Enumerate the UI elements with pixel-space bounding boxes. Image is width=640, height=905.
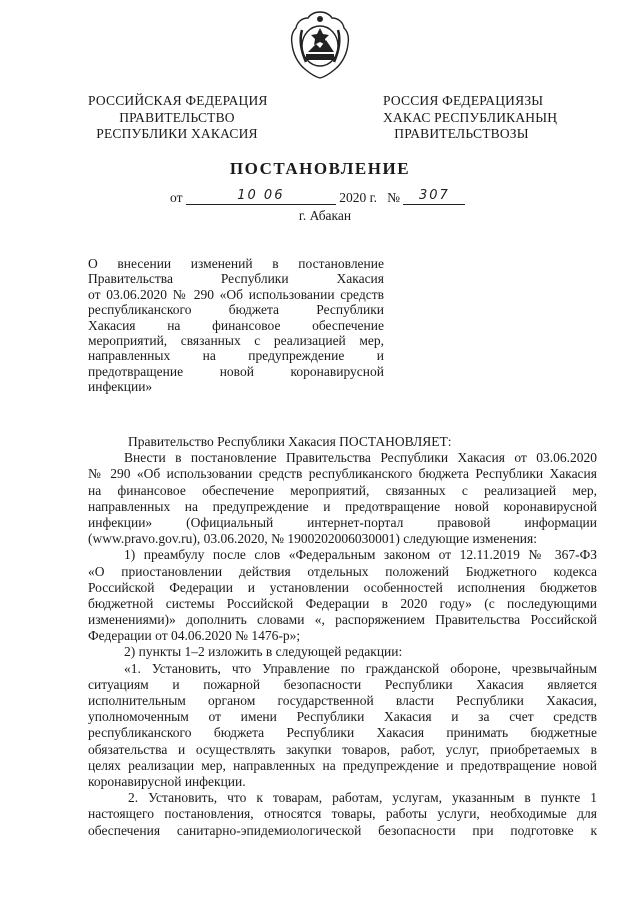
body-line: «О приостановлении действия отдельных положений Бюджетного кодекса (88, 563, 597, 579)
subject-line: мероприятий, связанных с реализацией мер, (88, 332, 384, 348)
body-line: целях реализации мер, направленных на предупреждение и предотвращение новой (88, 757, 597, 773)
body-line: 2. Установить, что к товарам, работам, услугам, указанным в пункте 1 (128, 790, 597, 806)
body-line: исполнительным органом государственной власти Республики Хакасия, (88, 693, 597, 708)
number-field (403, 190, 465, 205)
body-line: 2) пункты 1–2 изложить в следующей редакции: (124, 644, 403, 660)
subject-line: республиканского бюджета Республики (88, 302, 384, 318)
header-left-line: ПРАВИТЕЛЬСТВО (119, 109, 235, 125)
subject-line: О внесении изменений в постановление (88, 256, 384, 271)
from-label: от (170, 190, 183, 205)
body-line: изменениями)» дополнить словами «, распоряжением Правительства Российской (88, 612, 597, 628)
document-body (88, 434, 597, 839)
body-line: уполномоченным от имени Республики Хакасия и за счет средств (88, 709, 597, 725)
date-field (186, 190, 336, 205)
subject-line: Правительства Республики Хакасия (88, 271, 384, 287)
date-number-line (170, 190, 465, 206)
header-right (383, 93, 558, 143)
body-line: обязательства и осуществлять закупки товаров, работ, услуг, приобретаемых в (88, 741, 597, 757)
body-line: Внести в постановление Правительства Республики Хакасия от 03.06.2020 (124, 450, 597, 466)
subject-line: направленных на предупреждение и (88, 348, 384, 364)
body-line: республиканского бюджета Республики Хакасия принимать бюджетные (88, 725, 597, 741)
header-left-line: РОССИЙСКАЯ ФЕДЕРАЦИЯ (88, 93, 268, 108)
body-line: «1. Установить, что Управление по гражданской обороне, чрезвычайным (124, 660, 597, 676)
subject-line: инфекции» (88, 379, 153, 395)
body-line: настоящего постановления, относятся товары, работы услуги, необходимые для (88, 806, 597, 822)
body-line: бюджетной системы Российской Федерации в 2020 году» (с последующими (88, 595, 597, 611)
coat-of-arms-icon (288, 8, 352, 80)
body-line: направленных на предупреждение и предотвращение новой коронавирусной (88, 498, 597, 514)
body-line: (www.pravo.gov.ru), 03.06.2020, № 1900202006030001) следующие изменения: (88, 531, 537, 547)
subject-block (88, 256, 384, 395)
number-sign: № (387, 190, 401, 205)
header-right-line: ХАКАС РЕСПУБЛИКАНЫҢ (383, 109, 558, 125)
handwritten-number: 307 (418, 188, 450, 203)
body-line: Российской Федерации и установлении особенностей исполнения бюджетов (88, 579, 597, 595)
header-right-line: РОССИЯ ФЕДЕРАЦИЯЗЫ (383, 93, 544, 108)
body-line: Правительство Республики Хакасия ПОСТАНОВЛЯЕТ: (128, 434, 452, 449)
header-left (88, 93, 266, 143)
header-right-line: ПРАВИТЕЛЬСТВОЗЫ (394, 126, 529, 141)
body-line: Федерации от 04.06.2020 № 1476-р»; (88, 628, 301, 644)
header-left-line: РЕСПУБЛИКИ ХАКАСИЯ (96, 126, 258, 141)
document-title: ПОСТАНОВЛЕНИЕ (229, 159, 411, 178)
body-line: коронавирусной инфекции. (88, 773, 246, 789)
body-line: инфекции» (Официальный интернет-портал правовой информации (88, 514, 597, 530)
subject-line: Хакасия на финансовое обеспечение (88, 317, 384, 333)
body-line: на финансовое обеспечение мероприятий, связанных с реализацией мер, (88, 482, 597, 498)
body-line: 1) преамбулу после слов «Федеральным законом от 12.11.2019 № 367-ФЗ (124, 547, 597, 563)
handwritten-date: 10 06 (237, 188, 285, 203)
body-line: № 290 «Об использовании средств республиканского бюджета Республики Хакасия (88, 466, 597, 482)
subject-line: предотвращение новой коронавирусной (88, 363, 384, 379)
city-label: г. Абакан (298, 208, 352, 223)
year-label: 2020 г. (339, 190, 377, 205)
body-line: ситуациям и пожарной безопасности Республики Хакасия является (88, 676, 597, 692)
body-line: обеспечения санитарно-эпидемиологической безопасности при подготовке к (88, 822, 597, 838)
subject-line: от 03.06.2020 № 290 «Об использовании средств (88, 286, 384, 302)
